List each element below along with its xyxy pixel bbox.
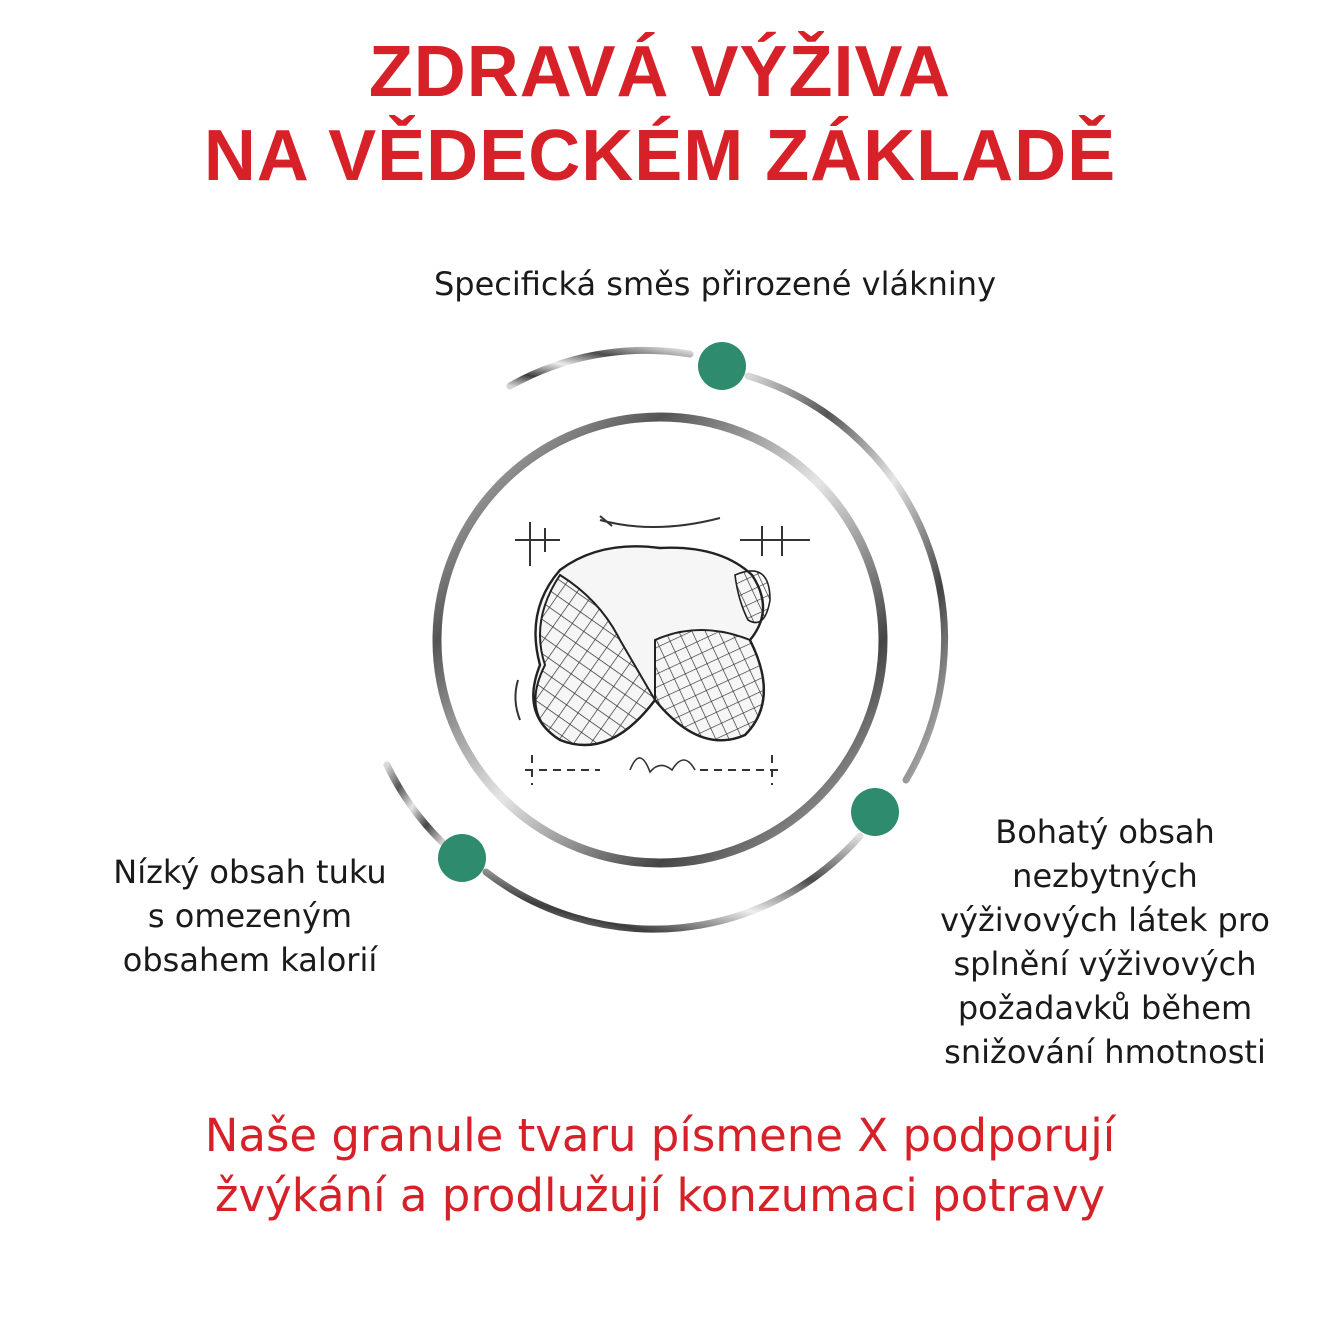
x-kibble-sketch-icon [515, 516, 810, 785]
footer-claim [0, 1106, 1320, 1226]
green-dot-icon-left [438, 834, 486, 882]
green-dot-icon-top [698, 342, 746, 390]
feature-low-fat-text: Nízký obsah tuku s omezeným obsahem kalorií [113, 853, 387, 979]
title-line-2: NA VĚDECKÉM ZÁKLADĚ [203, 116, 1117, 196]
title-line-1: ZDRAVÁ VÝŽIVA [368, 32, 952, 112]
outer-ring-arc-top [510, 350, 690, 386]
outer-ring-arc-bottom-2 [486, 836, 860, 929]
footer-line-1: Naše granule tvaru písmene X podporují [204, 1109, 1116, 1162]
footer-line-2: žvýkání a prodlužují konzumaci potravy [214, 1169, 1106, 1222]
feature-nutrients-text: Bohatý obsah nezbytných výživových látek pro splnění výživových požadavků během snižování hmotnosti [940, 813, 1270, 1071]
outer-ring-arc-right [748, 376, 945, 780]
green-dot-icon-right [851, 788, 899, 836]
outer-ring-arc-bottom [387, 765, 442, 842]
feature-fiber-text: Specifická směs přirozené vlákniny [433, 265, 997, 303]
